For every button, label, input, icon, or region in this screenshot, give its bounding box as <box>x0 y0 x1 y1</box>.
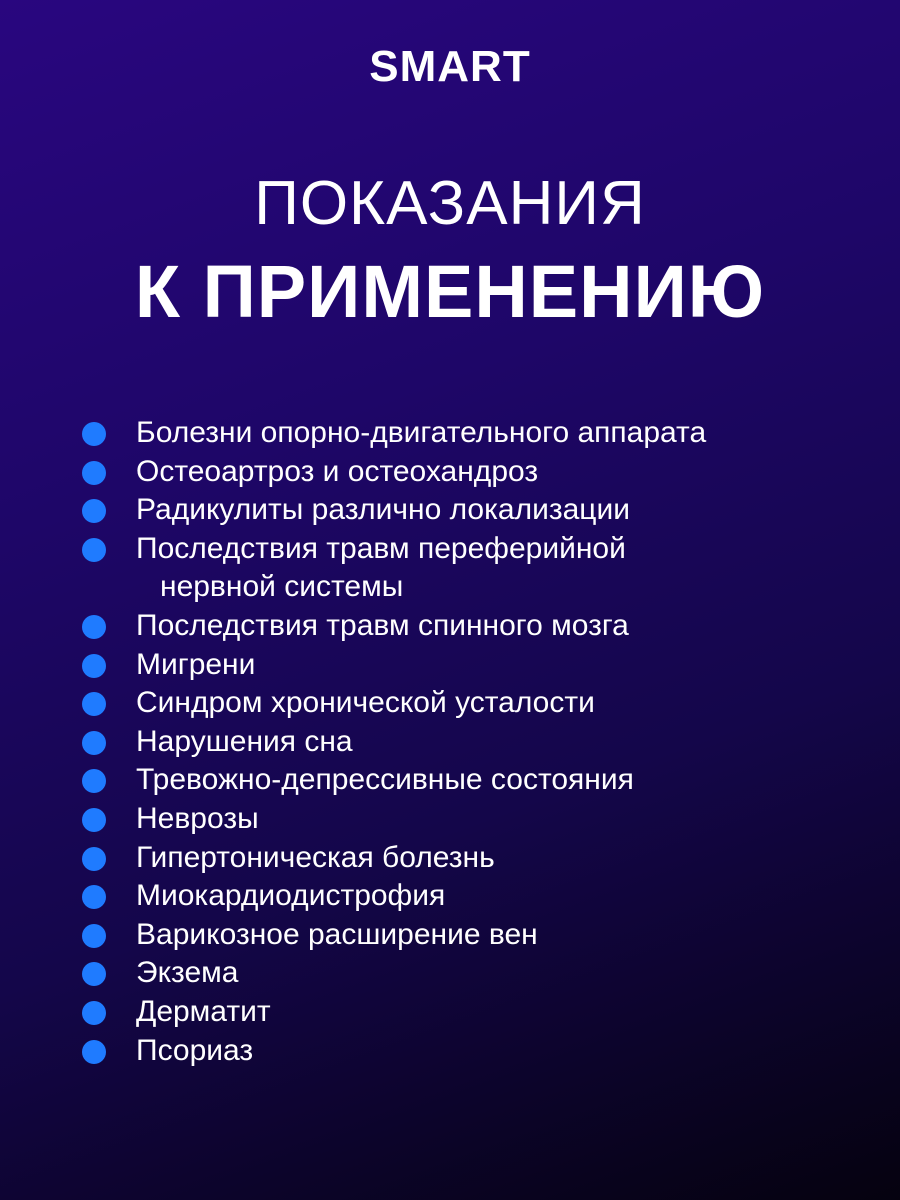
list-item-text: Радикулиты различно локализации <box>136 493 630 527</box>
bullet-icon <box>82 422 106 446</box>
list-item-text: Миокардиодистрофия <box>136 879 446 913</box>
list-item <box>82 916 882 955</box>
page-title-line-2: К ПРИМЕНЕНИЮ <box>134 250 766 333</box>
page-title-line-1: ПОКАЗАНИЯ <box>254 169 646 238</box>
list-item <box>82 453 882 492</box>
list-item-text: Псориаз <box>136 1033 254 1067</box>
list-item-text: Дерматит <box>136 994 271 1028</box>
list-item-text: Мигрени <box>136 647 256 681</box>
bullet-icon <box>82 962 106 986</box>
bullet-icon <box>82 1001 106 1025</box>
bullet-icon <box>82 615 106 639</box>
list-item <box>82 607 882 646</box>
bullet-icon <box>82 924 106 948</box>
list-item <box>82 954 882 993</box>
bullet-icon <box>82 731 106 755</box>
list-item-text: Тревожно-депрессивные состояния <box>136 763 634 797</box>
list-item-text: Болезни опорно-двигательного аппарата <box>136 416 707 449</box>
list-item-text: Неврозы <box>136 801 259 835</box>
list-item-text: Гипертоническая болезнь <box>136 840 495 874</box>
list-item-text: Последствия травм переферийной <box>136 531 626 565</box>
list-item <box>82 530 882 607</box>
list-item <box>82 800 882 839</box>
list-item-text: Экзема <box>136 956 239 990</box>
list-item-text-continuation: нервной системы <box>160 570 404 604</box>
list-item <box>82 414 882 453</box>
list-item-text: Нарушения сна <box>136 724 353 758</box>
list-item <box>82 723 882 762</box>
list-item <box>82 761 882 800</box>
list-item <box>82 684 882 723</box>
list-item-text: Последствия травм спинного мозга <box>136 608 629 642</box>
bullet-icon <box>82 692 106 716</box>
list-item <box>82 877 882 916</box>
list-item <box>82 839 882 878</box>
list-item-text: Синдром хронической усталости <box>136 686 595 720</box>
list-item-text: Остеоартроз и остеохандроз <box>136 454 539 488</box>
bullet-icon <box>82 808 106 832</box>
bullet-icon <box>82 461 106 485</box>
bullet-icon <box>82 885 106 909</box>
list-item-text: Варикозное расширение вен <box>136 917 538 951</box>
indications-list <box>82 414 882 1070</box>
brand-logo: SMART <box>369 42 531 91</box>
bullet-icon <box>82 847 106 871</box>
bullet-icon <box>82 654 106 678</box>
bullet-icon <box>82 769 106 793</box>
list-item <box>82 1032 882 1071</box>
bullet-icon <box>82 538 106 562</box>
list-item <box>82 491 882 530</box>
list-item <box>82 993 882 1032</box>
bullet-icon <box>82 1040 106 1064</box>
list-item <box>82 646 882 685</box>
bullet-icon <box>82 499 106 523</box>
